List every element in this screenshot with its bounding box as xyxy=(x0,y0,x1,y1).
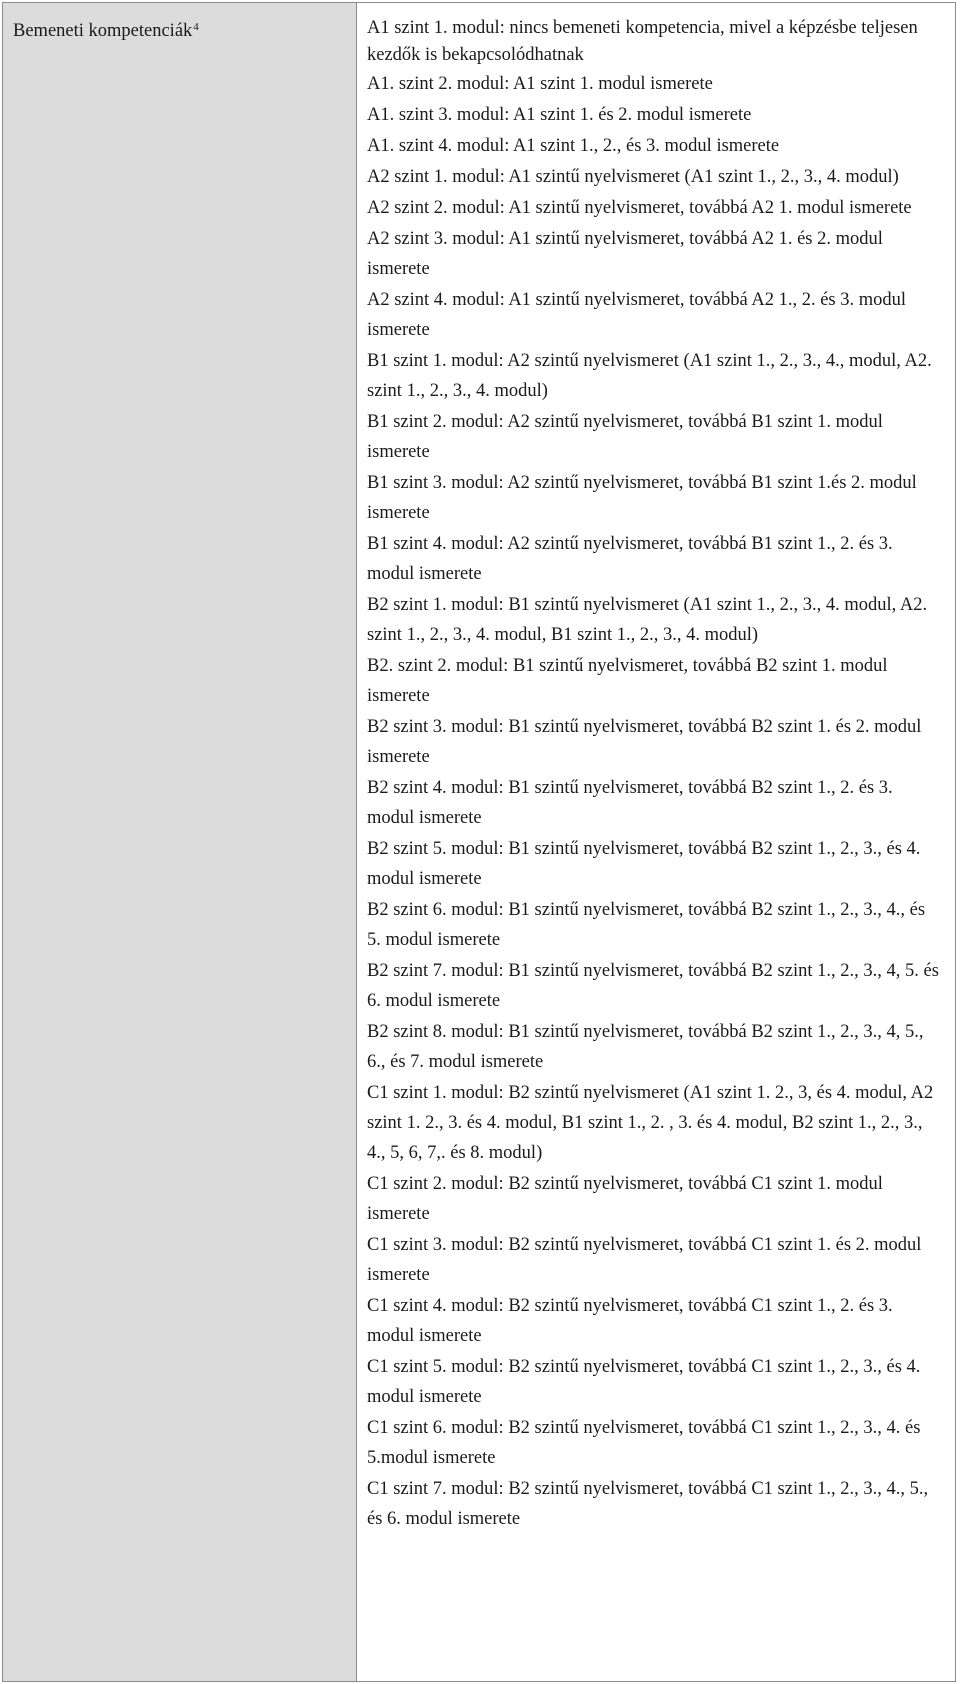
list-item: B1 szint 3. modul: A2 szintű nyelvismeret, továbbá B1 szint 1.és 2. modul ismerete xyxy=(367,473,917,523)
competency-table xyxy=(2,2,956,1682)
list-item: A1 szint 1. modul: nincs bemeneti kompetencia, mivel a képzésbe teljesen kezdők is bekapcsolódhatnak xyxy=(367,18,918,65)
row-label xyxy=(13,14,346,44)
list-item: C1 szint 4. modul: B2 szintű nyelvismeret, továbbá C1 szint 1., 2. és 3. modul ismerete xyxy=(367,1296,893,1346)
list-item: C1 szint 5. modul: B2 szintű nyelvismeret, továbbá C1 szint 1., 2., 3., és 4. modul ismerete xyxy=(367,1357,921,1407)
content-cell xyxy=(357,3,956,1682)
list-item: A2 szint 2. modul: A1 szintű nyelvismeret, továbbá A2 1. modul ismerete xyxy=(367,198,912,218)
list-item: C1 szint 3. modul: B2 szintű nyelvismeret, továbbá C1 szint 1. és 2. modul ismerete xyxy=(367,1235,922,1285)
list-item: B2 szint 8. modul: B1 szintű nyelvismeret, továbbá B2 szint 1., 2., 3., 4, 5., 6., és 7. modul ismerete xyxy=(367,1022,924,1072)
label-cell xyxy=(3,3,357,1682)
row-label-text: Bemeneti kompetenciák xyxy=(13,21,193,41)
list-item: A2 szint 1. modul: A1 szintű nyelvismeret (A1 szint 1., 2., 3., 4. modul) xyxy=(367,167,899,187)
list-item: A1. szint 4. modul: A1 szint 1., 2., és 3. modul ismerete xyxy=(367,136,780,156)
list-item: B1 szint 2. modul: A2 szintű nyelvismeret, továbbá B1 szint 1. modul ismerete xyxy=(367,412,883,462)
list-item: C1 szint 7. modul: B2 szintű nyelvismeret, továbbá C1 szint 1., 2., 3., 4., 5., és 6. modul ismerete xyxy=(367,1479,929,1529)
list-item: A2 szint 4. modul: A1 szintű nyelvismeret, továbbá A2 1., 2. és 3. modul ismerete xyxy=(367,290,907,340)
list-item: B2 szint 3. modul: B1 szintű nyelvismeret, továbbá B2 szint 1. és 2. modul ismerete xyxy=(367,717,922,767)
list-item: B2. szint 2. modul: B1 szintű nyelvismeret, továbbá B2 szint 1. modul ismerete xyxy=(367,656,888,706)
list-item: B2 szint 4. modul: B1 szintű nyelvismeret, továbbá B2 szint 1., 2. és 3. modul ismerete xyxy=(367,778,893,828)
list-item: A1. szint 3. modul: A1 szint 1. és 2. modul ismerete xyxy=(367,105,752,125)
list-item: C1 szint 6. modul: B2 szintű nyelvismeret, továbbá C1 szint 1., 2., 3., 4. és 5.modul ismerete xyxy=(367,1418,921,1468)
list-item: B2 szint 6. modul: B1 szintű nyelvismeret, továbbá B2 szint 1., 2., 3., 4., és 5. modul ismerete xyxy=(367,900,926,950)
list-item: B1 szint 1. modul: A2 szintű nyelvismeret (A1 szint 1., 2., 3., 4., modul, A2. szint 1., 2., 3., 4. modul) xyxy=(367,351,932,401)
list-item: B2 szint 1. modul: B1 szintű nyelvismeret (A1 szint 1., 2., 3., 4. modul, A2. szint 1., 2., 3., 4. modul, B1 szint 1., 2., 3., 4. modul) xyxy=(367,595,928,645)
list-item: B2 szint 7. modul: B1 szintű nyelvismeret, továbbá B2 szint 1., 2., 3., 4, 5. és 6. modul ismerete xyxy=(367,961,939,1011)
list-item: B1 szint 4. modul: A2 szintű nyelvismeret, továbbá B1 szint 1., 2. és 3. modul ismerete xyxy=(367,534,893,584)
list-item: C1 szint 1. modul: B2 szintű nyelvismeret (A1 szint 1. 2., 3, és 4. modul, A2 szint 1. 2., 3. és 4. modul, B1 szint 1., 2. , 3. és 4. modul, B2 szint 1., 2., 3., 4., 5, 6, 7,. és 8. modul) xyxy=(367,1083,934,1163)
list-item: A1. szint 2. modul: A1 szint 1. modul ismerete xyxy=(367,74,713,94)
list-item: B2 szint 5. modul: B1 szintű nyelvismeret, továbbá B2 szint 1., 2., 3., és 4. modul ismerete xyxy=(367,839,921,889)
footnote-marker: 4 xyxy=(193,21,199,33)
list-item: C1 szint 2. modul: B2 szintű nyelvismeret, továbbá C1 szint 1. modul ismerete xyxy=(367,1174,883,1224)
table-row xyxy=(3,3,956,1682)
list-item: A2 szint 3. modul: A1 szintű nyelvismeret, továbbá A2 1. és 2. modul ismerete xyxy=(367,229,883,279)
